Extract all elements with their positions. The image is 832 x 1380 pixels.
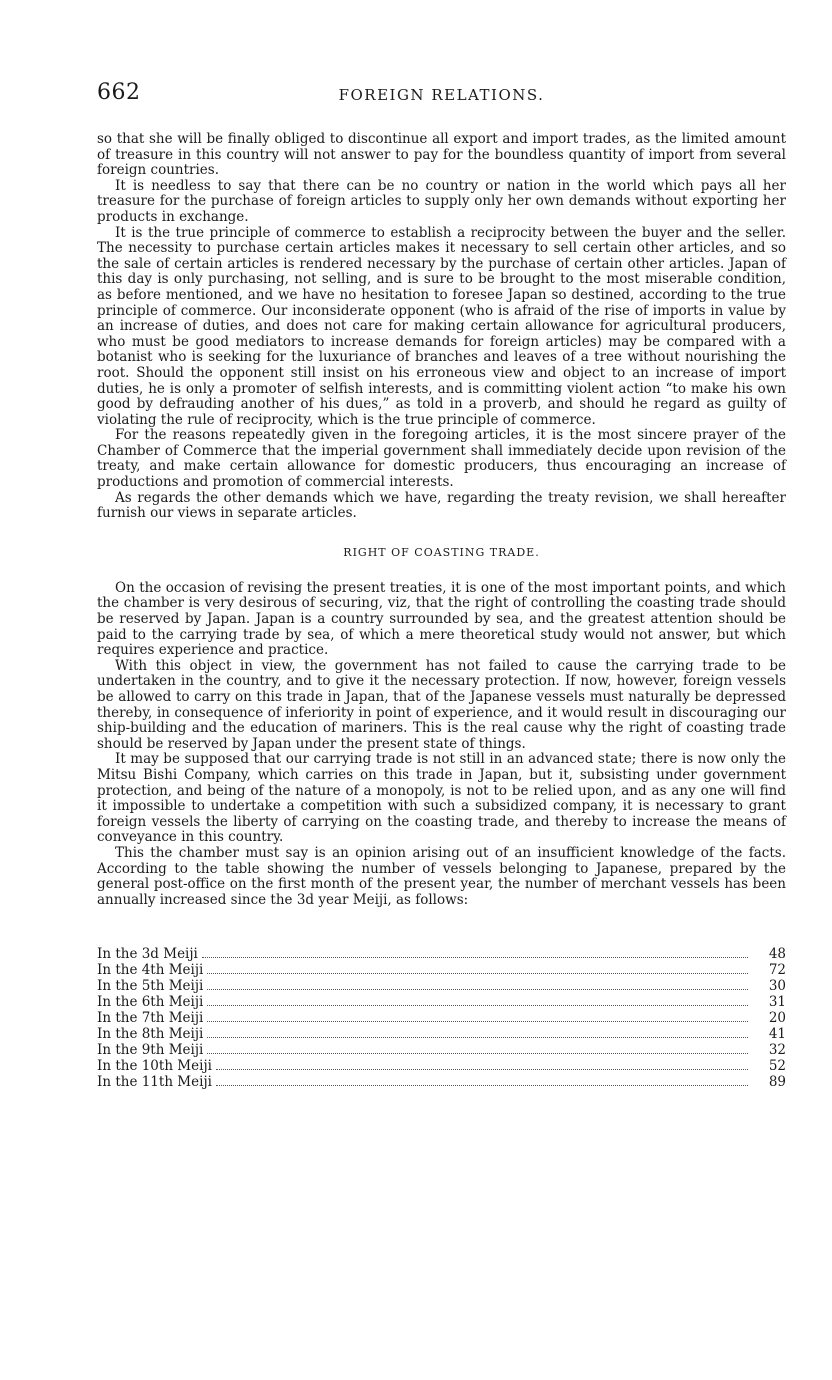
paragraph: For the reasons repeatedly given in the foregoing articles, it is the most sincere prayer of the Chamber of Commerce that the imperial government shall immediately decide upon revision of the treaty, and make certain allowance for domestic producers, thus encouraging an increase of productions and promotion of commercial interests. [97, 427, 786, 491]
vessel-count: 20 [768, 1010, 786, 1027]
paragraph: This the chamber must say is an opinion arising out of an insufficient knowledge of the facts. According to the table showing the number of vessels belonging to Japanese, prepared by the general post-office on the first month of the present year, the number of merchant vessels has been annually increased since the 3d year Meiji, as follows: [97, 844, 786, 908]
dot-leader [207, 996, 748, 1006]
table-row [97, 994, 786, 1010]
paragraph: It is the true principle of commerce to establish a reciprocity between the buyer and the seller. The necessity to purchase certain articles makes it necessary to sell certain other articles, and so the sale of certain articles is rendered necessary by the purchase of certain other articles. Japan of this day is only purchasing, not selling, and is sure to be brought to the most miserable condition, as before mentioned, and we have no hesitation to foresee Japan so destined, according to the true principle of commerce. Our inconsiderate opponent (who is afraid of the rise of imports in value by an increase of duties, and does not care for making certain allowance for agricultural producers, who must be good mediators to increase demands for foreign articles) may be compared with a botanist who is seeking for the luxuriance of branches and leaves of a tree without nourishing the root. Should the opponent still insist on his erroneous view and object to an increase of import duties, he is only a promoter of selfish interests, and is committing violent action “to make his own good by defrauding another of his dues,” as told in a proverb, and should he regard as guilty of violating the rule of reciprocity, which is the true principle of commerce. [97, 224, 786, 428]
paragraph: It may be supposed that our carrying trade is not still in an advanced state; there is now only the Mitsu Bishi Company, which carries on this trade in Japan, but it, subsisting under government protection, and being of the nature of a monopoly, is not to be relied upon, and as any one will find it impossible to undertake a competition with such a subsidized company, it is necessary to grant foreign vessels the liberty of carrying on the coasting trade, and thereby to increase the means of conveyance in this country. [97, 751, 786, 846]
table-row [97, 1074, 786, 1090]
dot-leader [216, 1076, 748, 1086]
table-row [97, 978, 786, 994]
vessel-count: 41 [768, 1026, 786, 1043]
table-row [97, 1042, 786, 1058]
paragraph: As regards the other demands which we have, regarding the treaty revision, we shall hereafter furnish our views in separate articles. [97, 489, 786, 522]
year-label: In the 3d Meiji [97, 946, 198, 963]
table-row [97, 1010, 786, 1026]
dot-leader [207, 980, 748, 990]
vessel-count: 72 [768, 962, 786, 979]
paragraph: It is needless to say that there can be no country or nation in the world which pays all her treasure for the purchase of foreign articles to supply only her own demands without exporting her products in exchange. [97, 177, 786, 225]
page-title: FOREIGN RELATIONS. [338, 86, 545, 104]
vessel-count: 31 [768, 994, 786, 1011]
table-row [97, 1026, 786, 1042]
dot-leader [207, 1012, 748, 1022]
running-head [97, 80, 786, 110]
year-label: In the 8th Meiji [97, 1026, 204, 1043]
page-number: 662 [97, 80, 141, 105]
body-text-before [97, 132, 786, 522]
dot-leader [216, 1060, 748, 1070]
year-label: In the 11th Meiji [97, 1074, 212, 1091]
paragraph: With this object in view, the government has not failed to cause the carrying trade to be undertaken in the country, and to give it the necessary protection. If now, however, foreign vessels be allowed to carry on this trade in Japan, that of the Japanese vessels must naturally be depressed thereby, in consequence of inferiority in point of experience, and it would result in discouraging our ship-building and the education of mariners. This is the real cause why the right of coasting trade should be reserved by Japan under the present state of things. [97, 657, 786, 752]
vessel-count: 48 [768, 946, 786, 963]
dot-leader [207, 964, 748, 974]
dot-leader [207, 1044, 748, 1054]
table-row [97, 962, 786, 978]
table-row [97, 1058, 786, 1074]
vessel-count: 89 [768, 1074, 786, 1091]
table-row [97, 946, 786, 962]
vessel-count: 32 [768, 1042, 786, 1059]
vessel-count-table [97, 946, 786, 1090]
year-label: In the 5th Meiji [97, 978, 204, 995]
paragraph: so that she will be finally obliged to discontinue all export and import trades, as the limited amount of treasure in this country will not answer to pay for the boundless quantity of import from several foreign countries. [97, 131, 786, 179]
vessel-count: 52 [768, 1058, 786, 1075]
section-heading: RIGHT OF COASTING TRADE. [343, 545, 540, 559]
dot-leader [202, 948, 748, 958]
vessel-count: 30 [768, 978, 786, 995]
year-label: In the 7th Meiji [97, 1010, 204, 1027]
year-label: In the 9th Meiji [97, 1042, 204, 1059]
body-text-after [97, 581, 786, 908]
dot-leader [207, 1028, 748, 1038]
year-label: In the 6th Meiji [97, 994, 204, 1011]
paragraph: On the occasion of revising the present treaties, it is one of the most important points, and which the chamber is very desirous of securing, viz, that the right of controlling the coasting trade should be reserved by Japan. Japan is a country surrounded by sea, and the greatest attention should be paid to the carrying trade by sea, of which a mere theoretical study would not answer, but which requires experience and practice. [97, 579, 786, 659]
year-label: In the 10th Meiji [97, 1058, 212, 1075]
year-label: In the 4th Meiji [97, 962, 204, 979]
